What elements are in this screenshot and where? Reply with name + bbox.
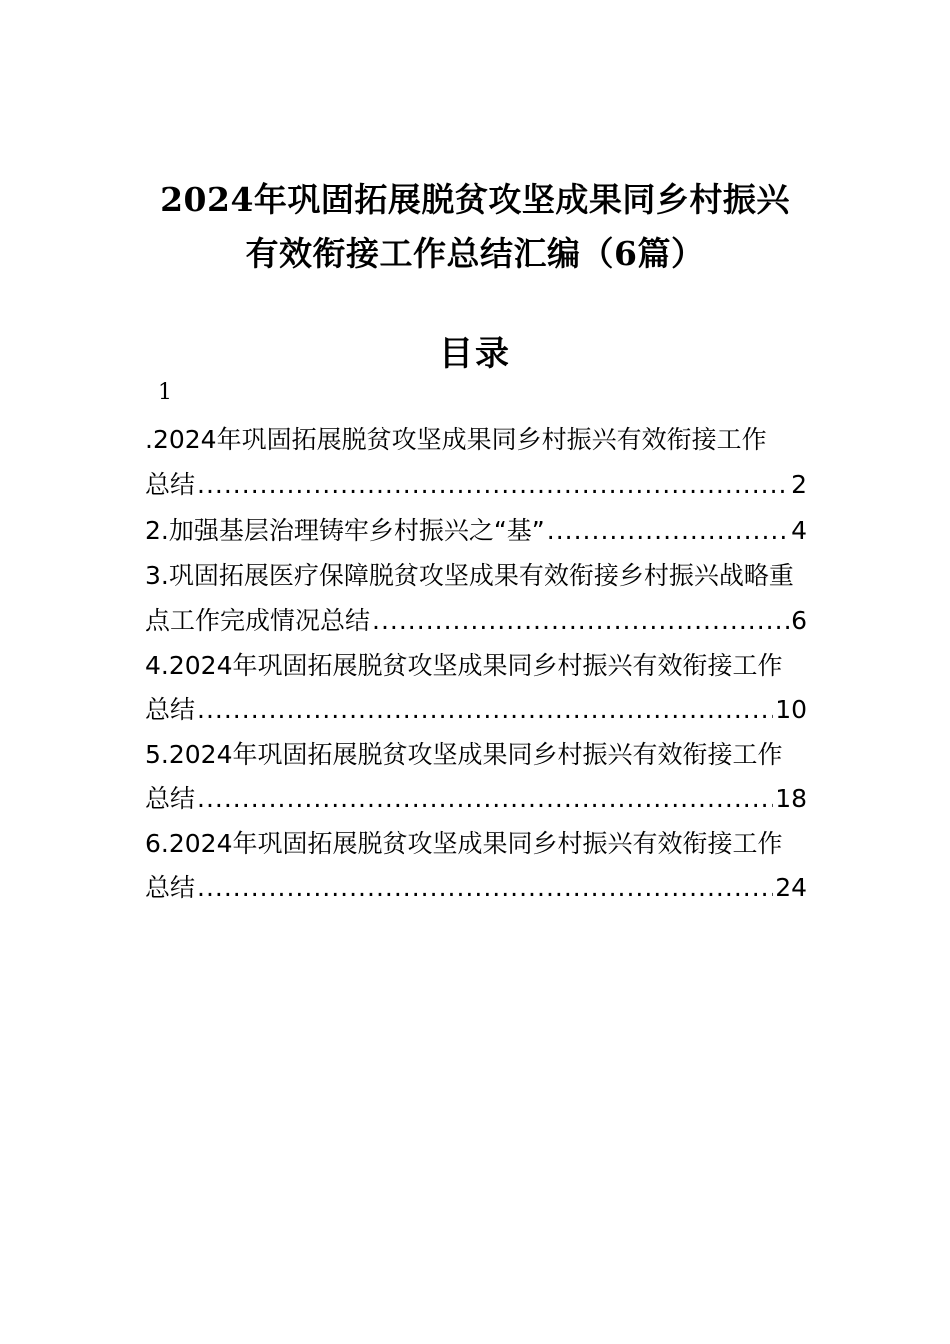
toc-entry-3-continued[interactable]: [145, 603, 807, 639]
toc-entry-5-title-cont: 总结: [145, 784, 196, 813]
toc-entry-4-continued[interactable]: [145, 692, 807, 728]
toc-entry-5-title: 5.2024年巩固拓展脱贫攻坚成果同乡村振兴有效衔接工作: [145, 740, 783, 769]
dot-leader: [547, 513, 789, 549]
dot-leader: [197, 781, 773, 817]
document-title-line-2: 有效衔接工作总结汇编（6篇）: [245, 234, 705, 273]
document-title-line-1: 2024年巩固拓展脱贫攻坚成果同乡村振兴: [160, 180, 790, 219]
dot-leader: [197, 467, 789, 503]
toc-entry-3-title-cont: 点工作完成情况总结: [145, 606, 371, 635]
toc-entry-4-page: 10: [775, 695, 807, 724]
toc-entry-1-title: .2024年巩固拓展脱贫攻坚成果同乡村振兴有效衔接工作: [145, 425, 767, 454]
toc-entry-5-page: 18: [775, 784, 807, 813]
toc-entry-1-continued[interactable]: [145, 467, 807, 503]
toc-entry-5-continued[interactable]: [145, 781, 807, 817]
toc-entry-4[interactable]: [145, 648, 807, 684]
toc-entry-1-title-cont: 总结: [145, 470, 196, 499]
dot-leader: [372, 603, 789, 639]
toc-entry-4-title: 4.2024年巩固拓展脱贫攻坚成果同乡村振兴有效衔接工作: [145, 651, 783, 680]
toc-entry-1[interactable]: [145, 422, 807, 458]
toc-entry-3[interactable]: [145, 558, 807, 594]
toc-heading: 目录: [439, 334, 511, 374]
toc-entry-6-title: 6.2024年巩固拓展脱贫攻坚成果同乡村振兴有效衔接工作: [145, 829, 783, 858]
toc-entry-6-page: 24: [775, 873, 807, 902]
toc-entry-1-page: 2: [791, 470, 807, 499]
toc-entry-6-title-cont: 总结: [145, 873, 196, 902]
toc-entry-6-continued[interactable]: [145, 870, 807, 906]
toc-entry-2-title: 2.加强基层治理铸牢乡村振兴之“基”: [145, 516, 545, 545]
toc-entry-3-page: 6: [791, 606, 807, 635]
toc-entry-2-page: 4: [791, 516, 807, 545]
toc-entry-4-title-cont: 总结: [145, 695, 196, 724]
toc-entry-2[interactable]: [145, 513, 807, 549]
toc-entry-3-title: 3.巩固拓展医疗保障脱贫攻坚成果有效衔接乡村振兴战略重: [145, 561, 794, 590]
dot-leader: [197, 692, 773, 728]
toc-entry-6[interactable]: [145, 826, 807, 862]
dot-leader: [197, 870, 773, 906]
toc-entry-5[interactable]: [145, 737, 807, 773]
toc-entry-1-number: 1: [158, 380, 172, 405]
